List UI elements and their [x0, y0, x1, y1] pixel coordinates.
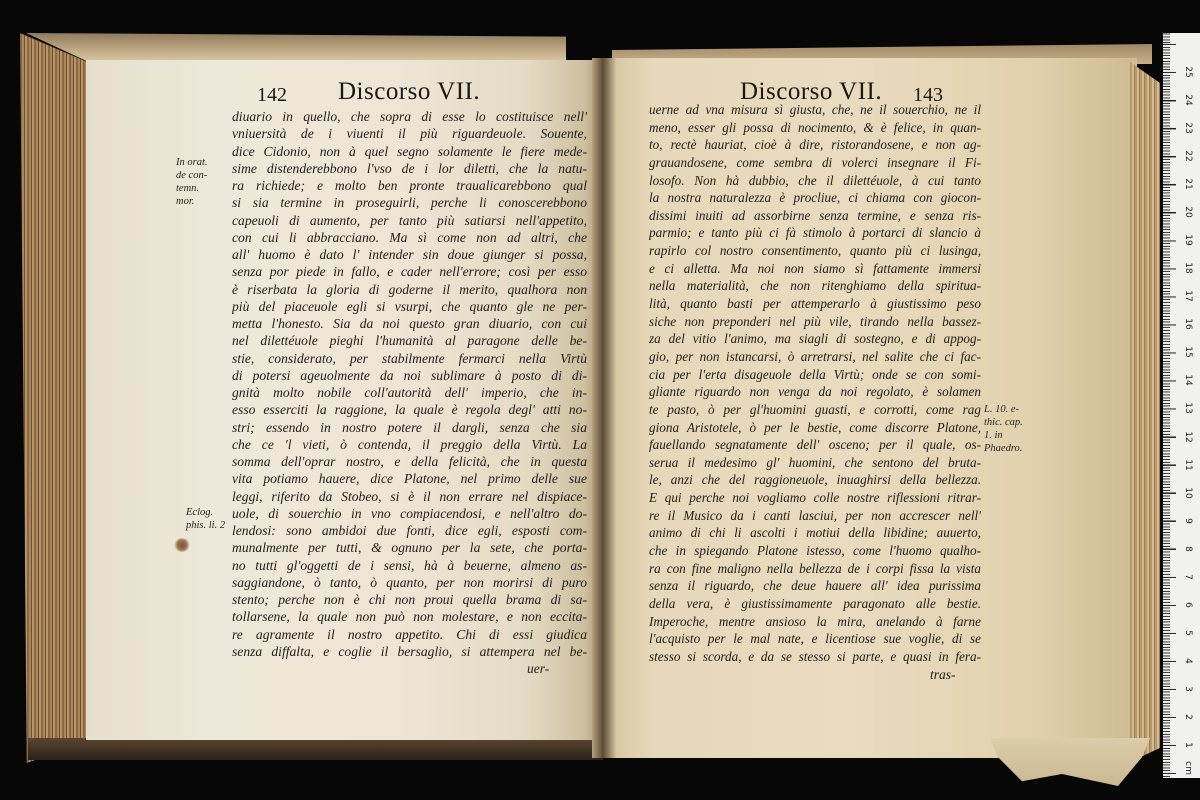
ink-stain	[174, 538, 190, 552]
ruler-labels	[1163, 33, 1200, 778]
right-page-edges	[1130, 62, 1160, 762]
left-catchword: uer-	[527, 661, 550, 676]
ruler-label: 24	[1183, 94, 1193, 106]
text-line: capeuoli di aumento, per tanto più satiarsi nell'appetito,	[232, 212, 587, 228]
ruler-label: 4	[1183, 657, 1193, 664]
text-line: di potersi ageuolmente da noi sublimare à posto di di-	[232, 367, 587, 383]
ruler-label: 8	[1183, 545, 1193, 552]
text-line: nella materialità, che non ritenghiamo della spiritua-	[649, 278, 981, 294]
measuring-ruler	[1163, 33, 1200, 778]
margin-note-line: In orat.	[176, 157, 208, 168]
text-line: saggiandone, ò tanto, ò quanto, per non morirsi di puro	[232, 574, 587, 590]
text-line: gnità molto nobile coll'autorità dell' imperio, che in-	[232, 385, 587, 400]
text-line: gliante riguardo non venga da noi regolato, è solamen	[649, 384, 981, 400]
text-line: somma dell'oprar nostro, e della felicità, che in questa	[232, 454, 587, 469]
ruler-label: 22	[1183, 150, 1193, 162]
margin-note-line: L. 10. e-	[984, 404, 1019, 415]
text-line: con cui li abbracciano. Ma sì come non ad altri, che	[232, 229, 587, 245]
text-line: uerne ad vna misura sì giusta, che, ne il souerchio, ne il	[649, 102, 981, 117]
ruler-label: 3	[1183, 686, 1193, 692]
text-line: senza il riguardo, che deue hauere all' idea purissima	[649, 578, 981, 594]
margin-note-line: mor.	[176, 196, 195, 207]
book-gutter	[592, 58, 616, 758]
text-line: che ce 'l vieti, ò contenda, il preggio della Virtù. La	[232, 436, 587, 452]
ruler-label: 14	[1183, 374, 1193, 387]
text-line: della vera, è giustissimamente paragonato alle bestie.	[649, 595, 981, 611]
ruler-label: 15	[1183, 346, 1193, 359]
text-line: senza por piede in fallo, e cader nell'errore; così per esso	[232, 264, 587, 280]
left-cover-top-edge	[26, 33, 566, 63]
ruler-label: 6	[1183, 601, 1193, 608]
margin-note	[176, 156, 208, 208]
text-line: ra richiede; e molto ben pronte traualicarebbono qual	[232, 178, 587, 193]
text-line: dissimi inuiti ad assorbirne senza termine, e senza ris-	[649, 207, 981, 223]
left-running-head: Discorso VII.	[338, 78, 481, 105]
margin-note	[984, 403, 1023, 455]
text-line: stri; essendo in nostro potere il dargli, senza che sia	[232, 419, 587, 435]
ruler-label: 21	[1183, 178, 1193, 190]
text-line: re il Musico da i canti lasciui, per non accrescer nell'	[649, 507, 981, 523]
ruler-label: 13	[1183, 402, 1193, 415]
text-line: che in spiegando Platone istesso, come l'huomo qualho-	[649, 543, 981, 559]
text-line: E qui perche noi vogliamo colle nostre riflessioni ritrar-	[649, 490, 981, 506]
text-line: Imperoche, mentre ansioso la mira, anelando à farne	[649, 613, 981, 629]
ruler-unit: cm	[1183, 761, 1193, 775]
text-line: vita potiamo hauere, dice Platone, nel primo delle sue	[232, 471, 587, 487]
ruler-label: 10	[1183, 486, 1193, 499]
text-line: nel dilettéuole pieghi l'humanità al paragone delle be-	[232, 333, 587, 349]
text-line: za del vitio l'animo, ma siagli di sostegno, e di appog-	[649, 331, 981, 347]
text-line: no tutti gl'oggetti de i sensi, hà à beuerne, almeno as-	[232, 557, 587, 573]
ruler-label: 25	[1183, 66, 1193, 78]
text-line: gio, per non istancarsi, ò arretrarsi, nel salite che ci fac-	[649, 348, 981, 364]
right-catchword: tras-	[930, 667, 956, 682]
text-line: l'acquisto per le mal nate, e licentiose sue voglie, di se	[649, 631, 981, 647]
text-line: serua il medesimo gl' huomini, che sentono del bruta-	[649, 454, 981, 470]
text-line: losofo. Non hà dubbio, che il dilettéuole, à cui tanto	[649, 172, 981, 188]
ruler-label: 1	[1183, 742, 1193, 748]
margin-note-line: Phaedro.	[984, 443, 1023, 454]
right-page-number: 143	[913, 84, 943, 106]
text-line: esso esserciti la raggione, la quale è regola degl' atti no-	[232, 402, 587, 418]
text-line: senza diffalta, e coglie il bersaglio, si attempera nel be-	[232, 643, 587, 659]
text-line: grauandosene, come sembra di volerci insegnare il Fi-	[649, 154, 981, 170]
text-line: animo di chi li ascolti i motiui della libidine; auuerto,	[649, 525, 981, 541]
text-line: cia per l'erta disageuole della Virtù; onde se con somi-	[649, 366, 981, 382]
text-line: uole, di souerchio in vno compiacendosi, e nell'altro do-	[232, 505, 587, 521]
ruler-label: 20	[1183, 206, 1193, 218]
left-page-text	[232, 108, 587, 660]
text-line: re agramente il nostro appetito. Chi di essi giudica	[232, 626, 587, 642]
ruler-label: 5	[1183, 629, 1193, 636]
text-line: si sia termine in proseguirli, perche li conoscerebbono	[232, 195, 587, 211]
text-line: all' huomo è dato l' intender sin doue giunger si possa,	[232, 247, 587, 262]
text-line: giona Aristotele, ò per le bestie, come discorre Platone,	[649, 419, 981, 435]
margin-note-line: Eclog.	[186, 507, 214, 518]
text-line: vniuersità de i viuenti il più riguardeuole. Souente,	[232, 126, 587, 142]
margin-note-line: 1. in	[984, 430, 1003, 441]
text-line: metta l'honesto. Sia da noi questo gran diuario, con cui	[232, 316, 587, 331]
ruler-label: 12	[1183, 430, 1193, 443]
text-line: te pasto, ò per gl'huomini guasti, e corrotti, come rag	[649, 401, 981, 417]
left-page-edges	[20, 33, 88, 763]
text-line: rapirlo col nostro consentimento, quanto più ci lusinga,	[649, 243, 981, 259]
text-line: diuario in quello, che sopra di esse lo costituisce nell'	[232, 109, 587, 124]
ruler-label: 11	[1183, 458, 1193, 471]
margin-note-line: phis. li. 2	[186, 520, 226, 531]
margin-note-line: de con-	[176, 170, 208, 181]
text-line: siche non preponderi nel più vile, tirando nella bassez-	[649, 313, 981, 329]
ruler-label: 23	[1183, 122, 1193, 134]
ruler-label: 9	[1183, 517, 1193, 524]
left-cover-bottom-edge	[28, 738, 603, 760]
text-line: tollarsene, la quale non può non molestare, e non eccita-	[232, 609, 587, 625]
text-line: meno, esser gli possa di nocimento, & è felice, in quan-	[649, 119, 981, 135]
ruler-label: 7	[1183, 573, 1193, 580]
page-damage	[990, 738, 1150, 786]
text-line: stesso si scorda, e da se stesso si parte, e quasi in fera-	[649, 648, 981, 664]
text-line: dice Cidonio, non à quel segno solamente le fiere mede-	[232, 143, 587, 159]
text-line: stie, considerato, per stabilmente fermarci nella Virtù	[232, 350, 587, 366]
text-line: parmio; e tanto più ci fà stimolo à portarci di slancio à	[649, 225, 981, 241]
margin-note-line: thic. cap.	[984, 417, 1023, 428]
right-page-text	[649, 101, 981, 666]
text-line: lità, quanto basti per attemperarlo à giustissimo peso	[649, 296, 981, 312]
ruler-label: 2	[1183, 714, 1193, 720]
ruler-label: 16	[1183, 318, 1193, 331]
ruler-label: 18	[1183, 262, 1193, 274]
text-line: le, anzi che del raggioneuole, inuaghirsi della bellezza.	[649, 472, 981, 488]
text-line: fauellando segnatamente dell' osceno; per il quale, os-	[649, 437, 981, 453]
text-line: sime distenderebbono l'vso de i lor diletti, che la natu-	[232, 160, 587, 176]
text-line: e ci alletta. Ma noi non siamo sì fattamente immersi	[649, 260, 981, 276]
text-line: stento; perche non è chi non proui quella brama di sa-	[232, 592, 587, 607]
ruler-label: 17	[1183, 290, 1193, 303]
text-line: la nostra naturalezza è procliue, ci chiama con giocon-	[649, 190, 981, 206]
text-line: è riserbata la gloria di goderne il merito, qualhora non	[232, 281, 587, 297]
text-line: munalmente per tutti, & ognuno per la sete, che porta-	[232, 540, 587, 556]
margin-note-line: temn.	[176, 183, 200, 194]
left-page-number: 142	[257, 84, 287, 106]
ruler-label: 19	[1183, 234, 1193, 246]
margin-note	[186, 506, 225, 532]
text-line: leggi, riferito da Stobeo, si è il non errare nel dispiace-	[232, 488, 587, 504]
text-line: to, rectè hauriat, cioè à dire, ristorandosene, e non ag-	[649, 137, 981, 153]
text-line: ra con fine maligno nella bellezza de i corpi fissa la vista	[649, 560, 981, 576]
text-line: più del piaceuole egli si vsurpi, che quanto gle ne per-	[232, 298, 587, 314]
right-running-head: Discorso VII.	[740, 78, 883, 105]
text-line: lendosi: sono ambidoi due fonti, dice egli, esposti com-	[232, 523, 587, 538]
